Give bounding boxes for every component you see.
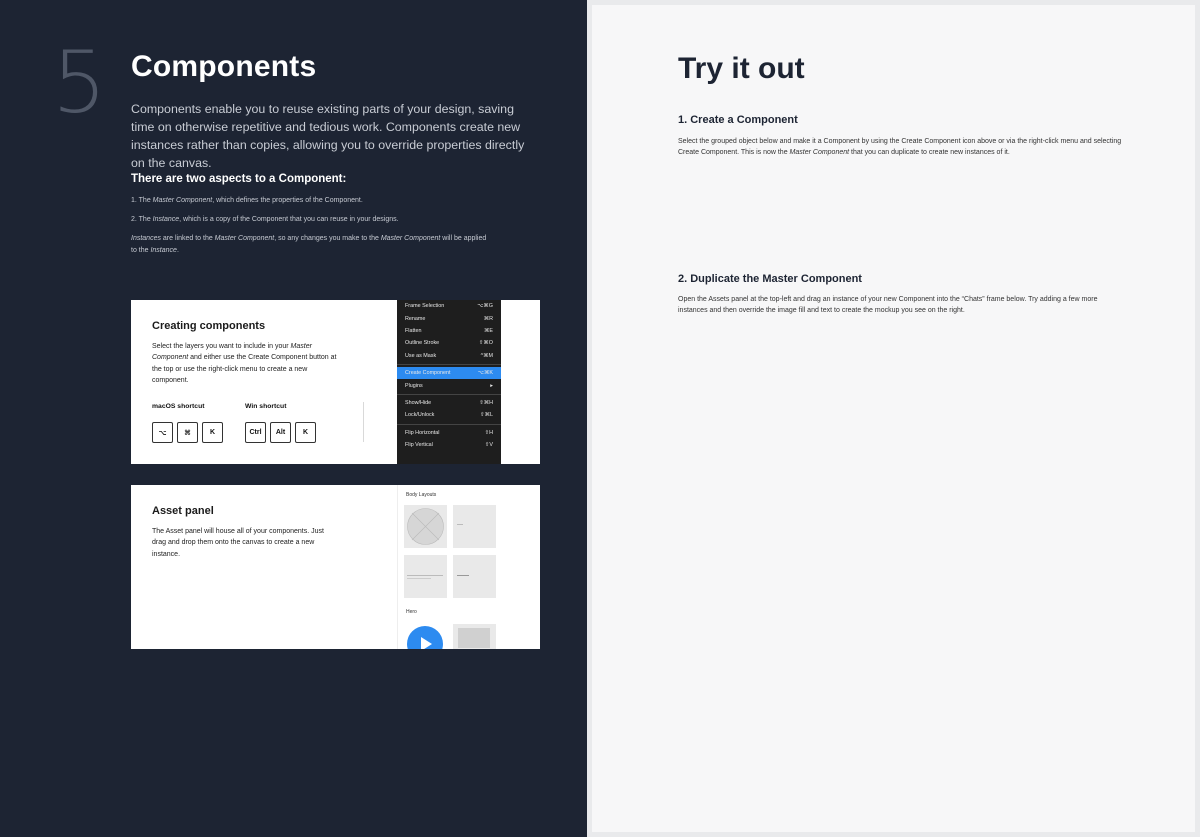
menu-item-frame-selection[interactable] bbox=[397, 300, 501, 312]
menu-item-shortcut: ⇧⌘H bbox=[479, 399, 493, 406]
menu-item-label: Plugins bbox=[405, 382, 423, 389]
aspect-2: 2. The Instance, which is a copy of the Component that you can reuse in your designs. bbox=[131, 216, 399, 223]
card-description: The Asset panel will house all of your components. Just drag and drop them onto the canvas to create a new instance. bbox=[152, 528, 324, 558]
placeholder-image-icon bbox=[404, 505, 447, 548]
menu-item-shortcut: ▸ bbox=[490, 382, 493, 389]
win-keys bbox=[245, 422, 316, 443]
menu-item-label: Flip Horizontal bbox=[405, 429, 440, 436]
menu-item-label: Frame Selection bbox=[405, 303, 445, 310]
step-2-title: 2. Duplicate the Master Component bbox=[678, 273, 862, 285]
menu-item-create-component[interactable] bbox=[397, 367, 501, 379]
menu-item-lock-unlock[interactable] bbox=[397, 409, 501, 421]
right-panel bbox=[587, 0, 1200, 837]
k-key: K bbox=[295, 422, 316, 443]
command-key: ⌘ bbox=[177, 422, 198, 443]
context-menu bbox=[397, 300, 501, 464]
card-title: Creating components bbox=[152, 320, 266, 332]
menu-item-show-hide[interactable] bbox=[397, 397, 501, 409]
menu-item-rename[interactable] bbox=[397, 312, 501, 324]
menu-item-label: Show/Hide bbox=[405, 399, 432, 406]
menu-item-shortcut: ⇧H bbox=[484, 429, 493, 436]
step-1-text: Select the grouped object below and make it a Component by using the Create Component icon above or via the right-click menu and selecting Create Component. This is now the Master Component that you can duplicate to create new instances of it. bbox=[678, 138, 1122, 157]
divider bbox=[363, 402, 364, 442]
menu-item-outline-stroke[interactable] bbox=[397, 337, 501, 349]
component-thumbnail[interactable] bbox=[453, 505, 496, 548]
menu-item-label: Create Component bbox=[405, 370, 451, 377]
menu-item-use-as-mask[interactable] bbox=[397, 350, 501, 362]
chapter-number: 5 bbox=[52, 33, 107, 133]
component-thumbnail[interactable] bbox=[404, 555, 447, 598]
component-thumbnail[interactable] bbox=[453, 624, 496, 649]
section-label: Body Layouts bbox=[406, 492, 437, 498]
mac-shortcut-label: macOS shortcut bbox=[152, 403, 205, 410]
ctrl-key: Ctrl bbox=[245, 422, 266, 443]
try-title: Try it out bbox=[678, 52, 805, 85]
menu-item-shortcut: ^⌘M bbox=[480, 352, 493, 359]
menu-item-label: Outline Stroke bbox=[405, 340, 440, 347]
section-label: Hero bbox=[406, 609, 417, 615]
left-panel bbox=[0, 0, 587, 837]
asset-panel-card bbox=[131, 485, 540, 649]
menu-item-shortcut: ⇧V bbox=[484, 442, 493, 449]
menu-item-flip-vertical[interactable] bbox=[397, 439, 501, 451]
aspect-1: 1. The Master Component, which defines the properties of the Component. bbox=[131, 197, 363, 204]
menu-item-label: Flip Vertical bbox=[405, 442, 433, 449]
menu-separator bbox=[397, 394, 501, 395]
step-1-title: 1. Create a Component bbox=[678, 114, 798, 126]
menu-item-label: Flatten bbox=[405, 327, 422, 334]
mac-keys bbox=[152, 422, 223, 443]
play-icon[interactable] bbox=[407, 626, 443, 649]
k-key: K bbox=[202, 422, 223, 443]
menu-item-shortcut: ⌥⌘G bbox=[477, 303, 493, 310]
component-thumbnail[interactable] bbox=[453, 555, 496, 598]
option-key: ⌥ bbox=[152, 422, 173, 443]
component-thumbnail[interactable] bbox=[404, 505, 447, 548]
menu-item-label: Rename bbox=[405, 315, 426, 322]
menu-item-label: Use as Mask bbox=[405, 352, 437, 359]
try-it-out-sheet bbox=[592, 5, 1195, 832]
menu-item-flip-horizontal[interactable] bbox=[397, 427, 501, 439]
menu-item-shortcut: ⇧⌘L bbox=[480, 412, 493, 419]
intro-text: Components enable you to reuse existing parts of your design, saving time on otherwise repetitive and tedious work. Components create new instances rather than copies, allowing you to override properties directly on the canvas. bbox=[131, 102, 525, 170]
alt-key: Alt bbox=[270, 422, 291, 443]
menu-item-flatten[interactable] bbox=[397, 325, 501, 337]
linked-note: Instances are linked to the Master Component, so any changes you make to the Master Component will be applied to the Instance. bbox=[131, 235, 487, 254]
menu-item-label: Lock/Unlock bbox=[405, 412, 435, 419]
menu-item-plugins[interactable] bbox=[397, 379, 501, 391]
asset-thumbnails bbox=[397, 485, 501, 649]
card-description: Select the layers you want to include in your Master Component and either use the Create Component button at the top or use the right-click menu to create a new component. bbox=[152, 343, 337, 384]
creating-components-card bbox=[131, 300, 540, 464]
menu-separator bbox=[397, 364, 501, 365]
menu-item-shortcut: ⌥⌘K bbox=[477, 370, 493, 377]
win-shortcut-label: Win shortcut bbox=[245, 403, 287, 410]
card-title: Asset panel bbox=[152, 505, 214, 517]
menu-item-shortcut: ⌘E bbox=[484, 327, 493, 334]
menu-separator bbox=[397, 424, 501, 425]
menu-item-shortcut: ⇧⌘O bbox=[478, 340, 493, 347]
step-2-text: Open the Assets panel at the top-left and drag an instance of your new Component into the “Chats” frame below. Try adding a few more instances and then override the image fill and text to create the mockup you see on the right. bbox=[678, 296, 1098, 315]
aspects-heading: There are two aspects to a Component: bbox=[131, 173, 347, 185]
menu-item-shortcut: ⌘R bbox=[483, 315, 493, 322]
page-title: Components bbox=[131, 50, 317, 83]
